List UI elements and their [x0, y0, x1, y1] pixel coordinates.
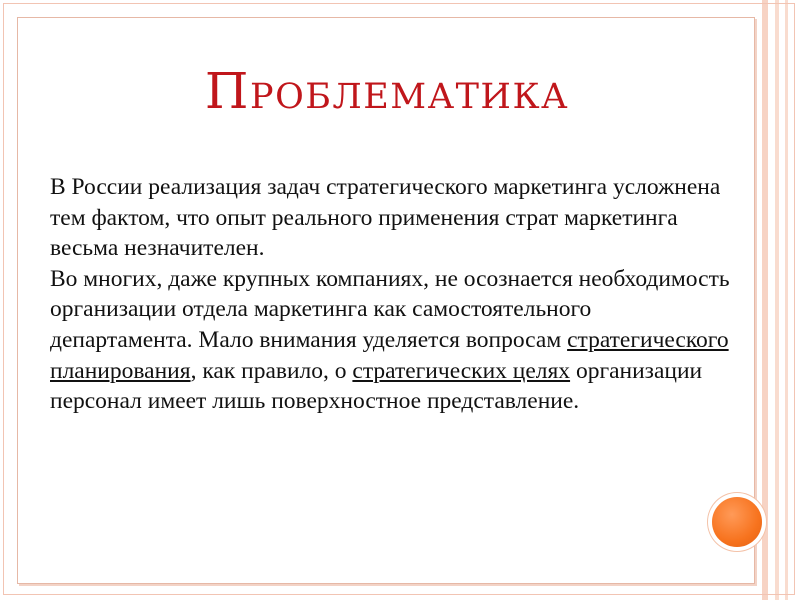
content-card [17, 17, 755, 584]
paragraph-2-text: Во многих, даже крупных компаниях, не осознается необходимость организации отдела маркетинга как самостоятельного департамента. Мало внимания уделяется вопросам [50, 265, 730, 353]
orange-circle-decoration [712, 497, 762, 547]
paragraph-2-text: , как правило, о [190, 357, 353, 384]
paragraph-2 [50, 264, 730, 417]
paragraph-2-text: организации персонал имеет лишь поверхностное представление. [50, 357, 703, 415]
strategic-goals-link[interactable]: стратегических целях [352, 357, 571, 384]
strategic-planning-link[interactable]: стратегического планирования [50, 326, 729, 384]
paragraph-1: В России реализация задач стратегического маркетинга усложнена тем фактом, что опыт реального применения страт маркетинга весьма незначителен. [50, 174, 721, 262]
slide-title: Проблематика [204, 62, 570, 120]
slide-body [50, 172, 730, 417]
